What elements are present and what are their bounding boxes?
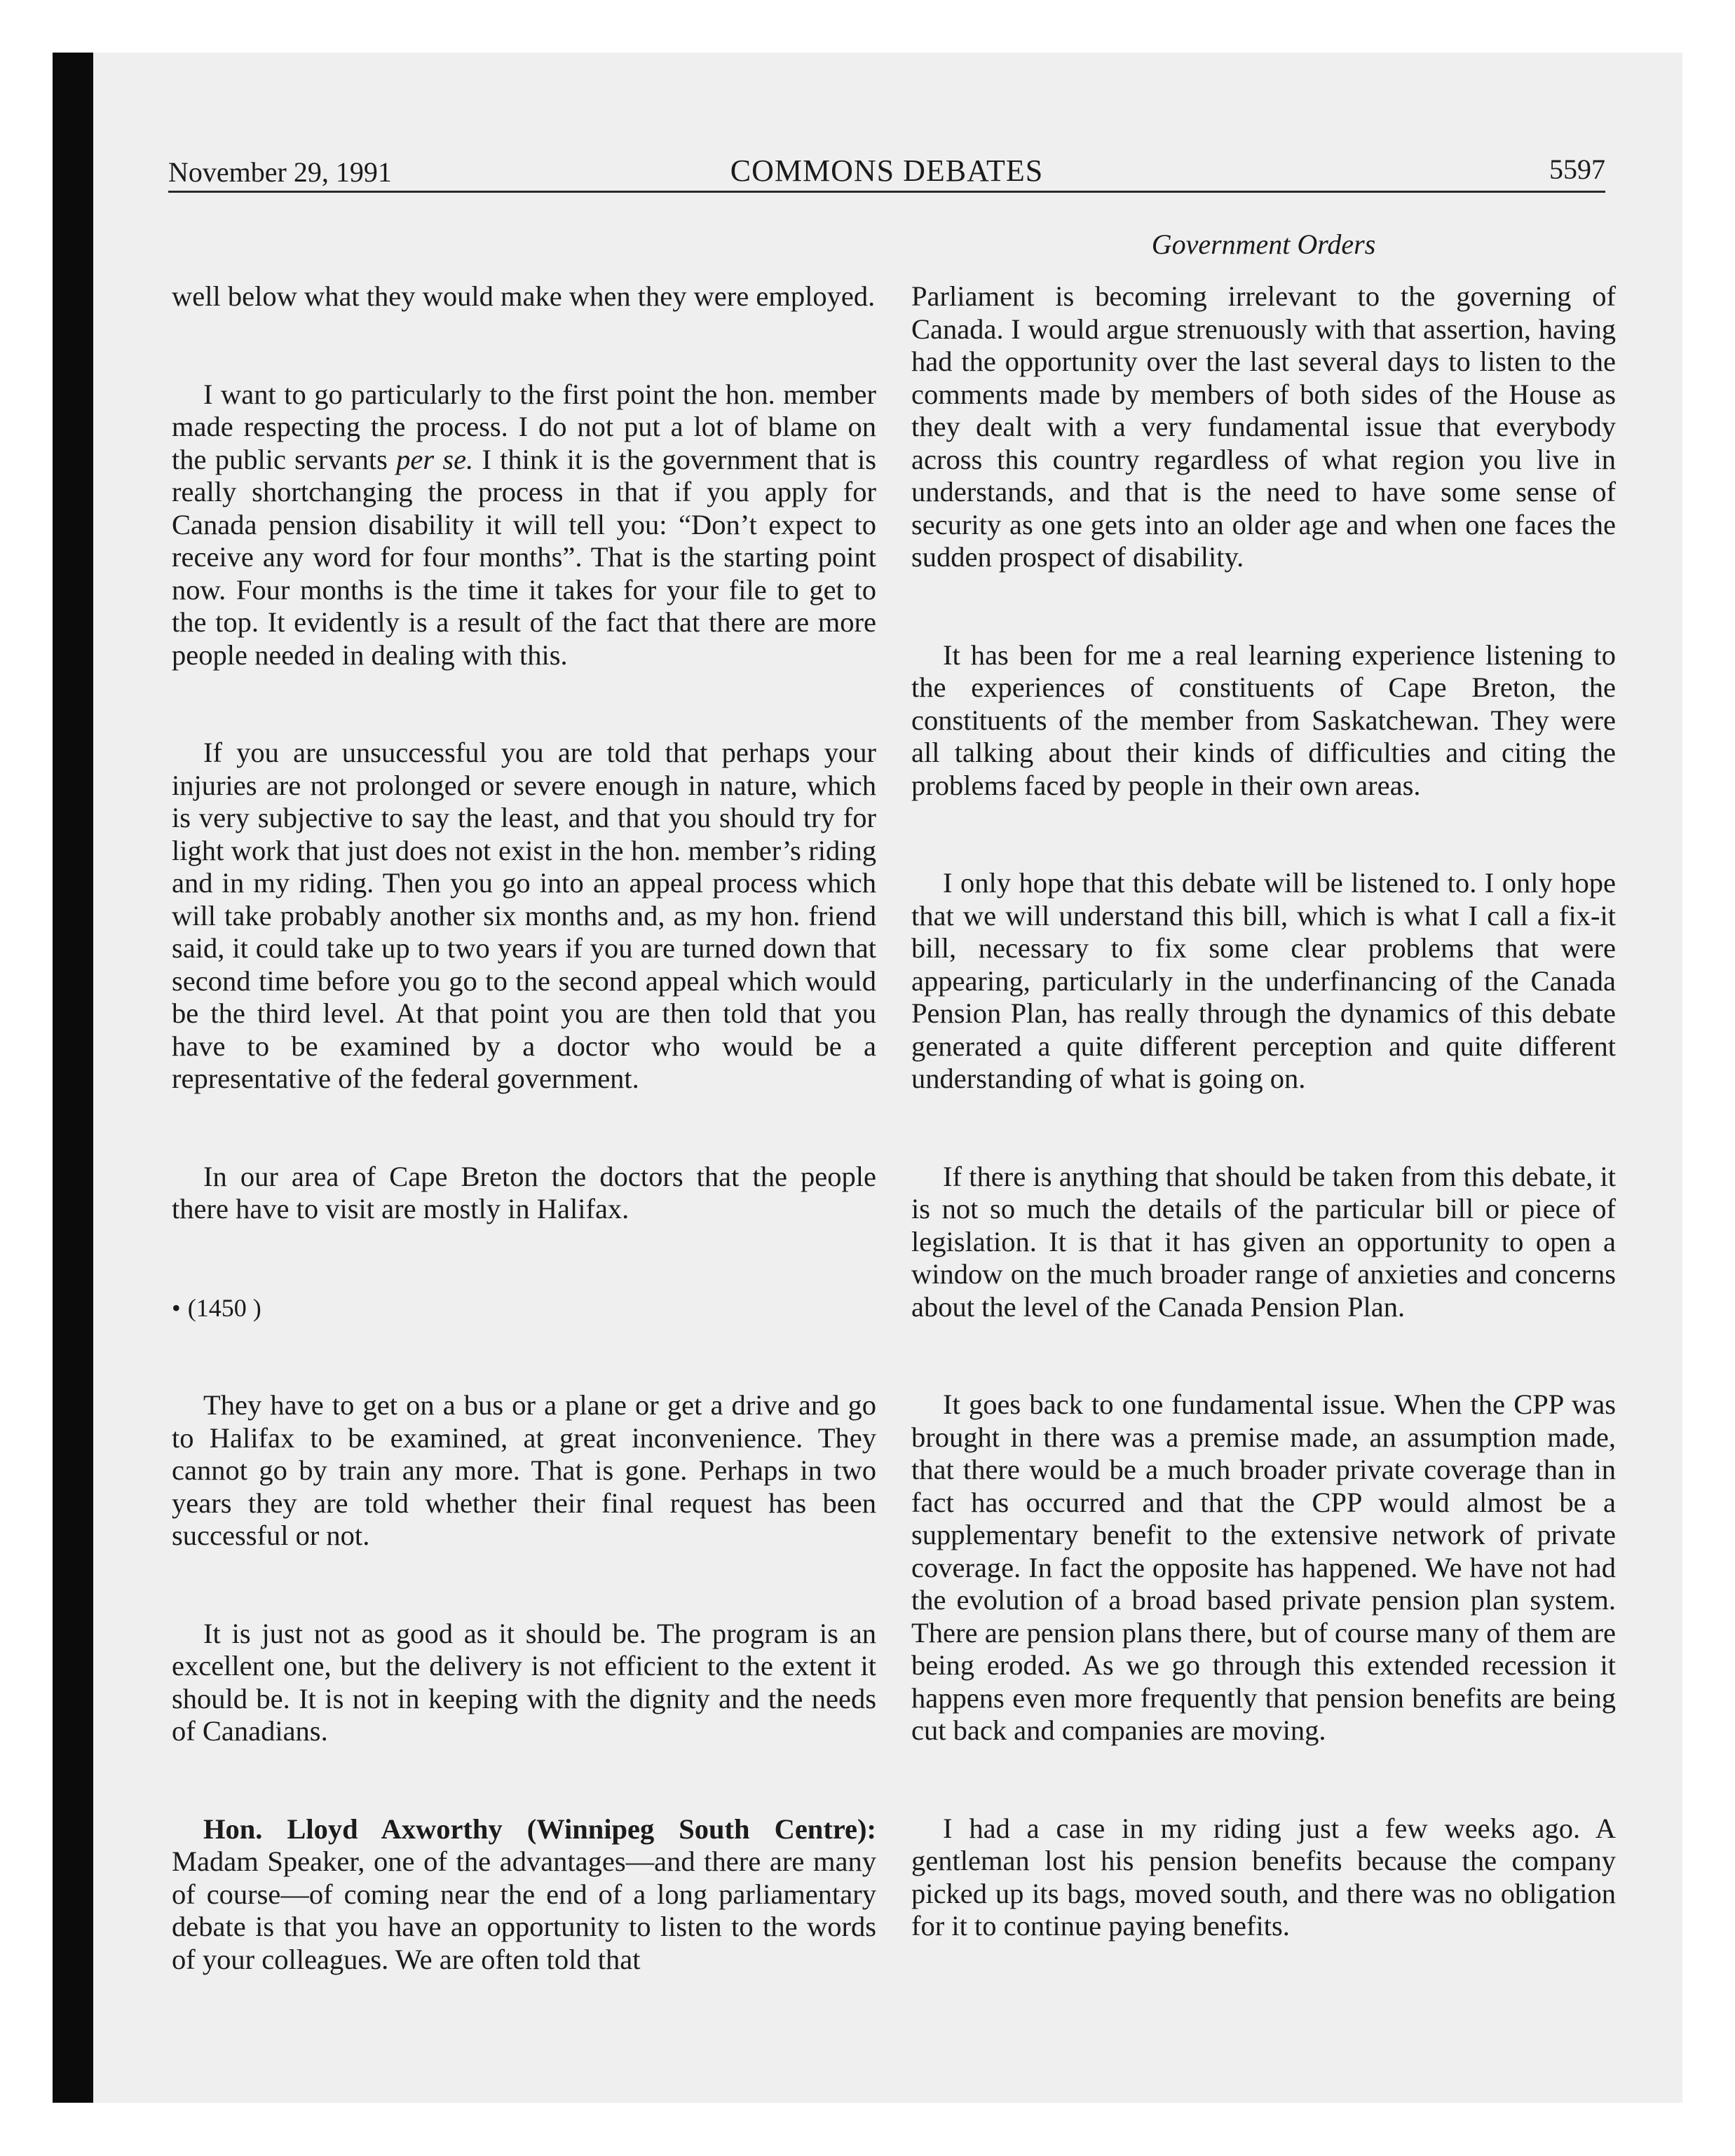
paragraph: If you are unsuccessful you are told that perhaps your injuries are not prolonged or severe enough in nature, which is very subjective to say the least, and that you should try for light work that just does not exist in the hon. member’s riding and in my riding. Then you go into an appeal process which will take probably another six months and, as my hon. friend said, it could take up to two years if you are turned down that second time before you go to the second appeal which would be the third level. At that point you are then told that you have to be examined by a doctor who would be a representative of the federal government. — [172, 737, 876, 1094]
paragraph-text: I want to go particularly to the first point the hon. member made respecting the process. I do not put a lot of blame on the public servants — [172, 378, 876, 475]
paragraph — [172, 378, 876, 672]
paragraph: Parliament is becoming irrelevant to the governing of Canada. I would argue strenuously with that assertion, having had the opportunity over the last several days to listen to the comments made by members of both sides of the House as they dealt with a very fundamental issue that everybody across this country regardless of what region you live in understands, and that is the need to have some sense of security as one gets into an older age and when one faces the sudden prospect of disability. — [911, 280, 1616, 573]
bullet-icon: • — [172, 1293, 181, 1322]
time-marker — [172, 1291, 876, 1325]
speech-text: Madam Speaker, one of the advantages—and there are many of course—of coming near the end of a long parliamentary debate is that you have an opportunity to listen to the words of your colleagues. We are often told that — [172, 1845, 876, 1975]
header-date: November 29, 1991 — [168, 156, 392, 188]
paragraph: They have to get on a bus or a plane or get a drive and go to Halifax to be examined, at great inconvenience. They cannot go by train any more. That is gone. Perhaps in two years they are told whether their final request has been successful or not. — [172, 1389, 876, 1551]
paragraph: I only hope that this debate will be listened to. I only hope that we will understand this bill, which is what I call a fix-it bill, necessary to fix some clear problems that were appearing, particularly in the underfinancing of the Canada Pension Plan, has really through the dynamics of this debate generated a quite different perception and quite different understanding of what is going on. — [911, 867, 1616, 1094]
speaker-paragraph — [172, 1813, 876, 1977]
right-column — [911, 280, 1616, 2008]
speaker-name: Hon. Lloyd Axworthy (Winnipeg South Centre): — [203, 1813, 876, 1845]
left-column — [172, 280, 876, 2041]
paragraph: well below what they would make when they were employed. — [172, 280, 876, 312]
binding-edge — [53, 53, 93, 2103]
page-number: 5597 — [1549, 153, 1605, 185]
time-marker-text: (1450 ) — [187, 1293, 261, 1322]
paragraph-text: I think it is the government that is really shortchanging the process in that if you apply for Canada pension disability it will tell you: “Don’t expect to receive any word for four months”. That is the starting point now. Four months is the time it takes for your file to get to the top. It evidently is a result of the fact that there are more people needed in dealing with this. — [172, 443, 876, 671]
paragraph: It is just not as good as it should be. The program is an excellent one, but the delivery is not efficient to the extent it should be. It is not in keeping with the dignity and the needs of Canadians. — [172, 1617, 876, 1747]
paragraph: In our area of Cape Breton the doctors that the people there have to visit are mostly in Halifax. — [172, 1160, 876, 1224]
paragraph: I had a case in my riding just a few weeks ago. A gentleman lost his pension benefits because the company picked up its bags, moved south, and there was no obligation for it to continue paying benefits. — [911, 1812, 1616, 1942]
publication-title: COMMONS DEBATES — [730, 153, 1044, 188]
paragraph: It goes back to one fundamental issue. When the CPP was brought in there was a premise made, an assumption made, that there would be a much broader private coverage than in fact has occurred and that the CPP would almost be a supplementary benefit to the extensive network of private coverage. In fact the opposite has happened. We have not had the evolution of a broad based private pension plan system. There are pension plans there, but of course many of them are being eroded. As we go through this extended recession it happens even more frequently that pension benefits are being cut back and companies are moving. — [911, 1389, 1616, 1746]
paragraph: If there is anything that should be taken from this debate, it is not so much the details of the particular bill or piece of legislation. It is that it has given an opportunity to open a window on the much broader range of anxieties and concerns about the level of the Canada Pension Plan. — [911, 1160, 1616, 1323]
section-heading: Government Orders — [1151, 228, 1376, 260]
paragraph: It has been for me a real learning experience listening to the experiences of constituents of Cape Breton, the constituents of the member from Saskatchewan. They were all talking about their kinds of difficulties and citing the problems faced by people in their own areas. — [911, 639, 1616, 801]
italic-phrase: per se. — [396, 443, 474, 475]
running-header — [168, 149, 1605, 193]
